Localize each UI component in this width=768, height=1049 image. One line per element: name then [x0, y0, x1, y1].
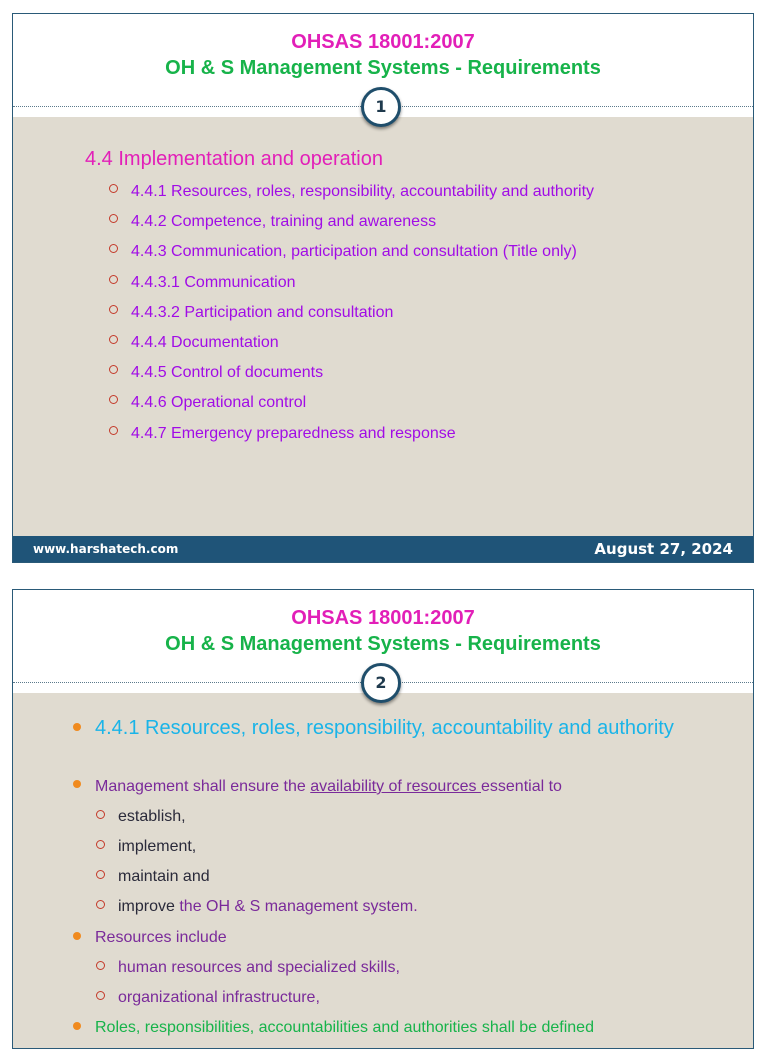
- list-item: 4.4.3 Communication, participation and consultation (Title only): [109, 242, 594, 272]
- roles-statement: Roles, responsibilities, accountabilities and authorities shall be defined: [95, 1019, 594, 1036]
- list-item: 4.4.4 Documentation: [109, 333, 594, 363]
- list-item: human resources and specialized skills,: [118, 959, 400, 976]
- slide-subtitle: OH & S Management Systems - Requirements: [165, 633, 601, 655]
- slide-1: [12, 13, 754, 563]
- list-item: 4.4.2 Competence, training and awareness: [109, 212, 594, 242]
- bullet-ring-icon: [109, 335, 118, 344]
- bullet-ring-icon: [109, 275, 118, 284]
- bullet-ring-icon: [96, 870, 105, 879]
- bullet-ring-icon: [96, 840, 105, 849]
- footer-date: August 27, 2024: [594, 540, 733, 558]
- resources-heading: Resources include: [95, 929, 227, 946]
- list-item: 4.4.5 Control of documents: [109, 363, 594, 393]
- list-item: 4.4.3.2 Participation and consultation: [109, 303, 594, 333]
- bullet-ring-icon: [109, 184, 118, 193]
- list-item: 4.4.1 Resources, roles, responsibility, accountability and authority: [109, 182, 594, 212]
- list-item: implement,: [118, 838, 197, 855]
- bullet-dot-icon: [73, 780, 81, 788]
- list-item: 4.4.3.1 Communication: [109, 273, 594, 303]
- availability-link: availability of resources: [310, 778, 481, 795]
- slide-2: [12, 589, 754, 1049]
- bullet-dot-icon: [73, 932, 81, 940]
- slide-number-badge: 2: [361, 663, 401, 703]
- section-heading: 4.4 Implementation and operation: [85, 148, 383, 170]
- list-item: organizational infrastructure,: [118, 989, 320, 1006]
- list-item: maintain and: [118, 868, 210, 885]
- slide-title: OHSAS 18001:2007: [291, 607, 475, 629]
- bullet-ring-icon: [109, 214, 118, 223]
- bullet-ring-icon: [109, 244, 118, 253]
- slide-number-badge: 1: [361, 87, 401, 127]
- management-statement: Management shall ensure the availability of resources essential to: [95, 778, 562, 795]
- slide-subtitle: OH & S Management Systems - Requirements: [165, 57, 601, 79]
- list-item: establish,: [118, 808, 186, 825]
- bullet-ring-icon: [96, 900, 105, 909]
- bullet-ring-icon: [109, 426, 118, 435]
- list-item: improve the OH & S management system.: [118, 898, 418, 915]
- bullet-ring-icon: [96, 961, 105, 970]
- list-item: 4.4.7 Emergency preparedness and response: [109, 424, 594, 454]
- list-item: 4.4.6 Operational control: [109, 393, 594, 423]
- bullet-ring-icon: [109, 305, 118, 314]
- bullet-dot-icon: [73, 1022, 81, 1030]
- clause-heading: 4.4.1 Resources, roles, responsibility, accountability and authority: [95, 717, 674, 739]
- clause-list: [109, 182, 594, 454]
- slide-title: OHSAS 18001:2007: [291, 31, 475, 53]
- bullet-dot-icon: [73, 723, 81, 731]
- slide-footer: [13, 536, 753, 562]
- bullet-ring-icon: [96, 991, 105, 1000]
- bullet-ring-icon: [96, 810, 105, 819]
- footer-website: www.harshatech.com: [33, 542, 179, 556]
- bullet-ring-icon: [109, 395, 118, 404]
- bullet-ring-icon: [109, 365, 118, 374]
